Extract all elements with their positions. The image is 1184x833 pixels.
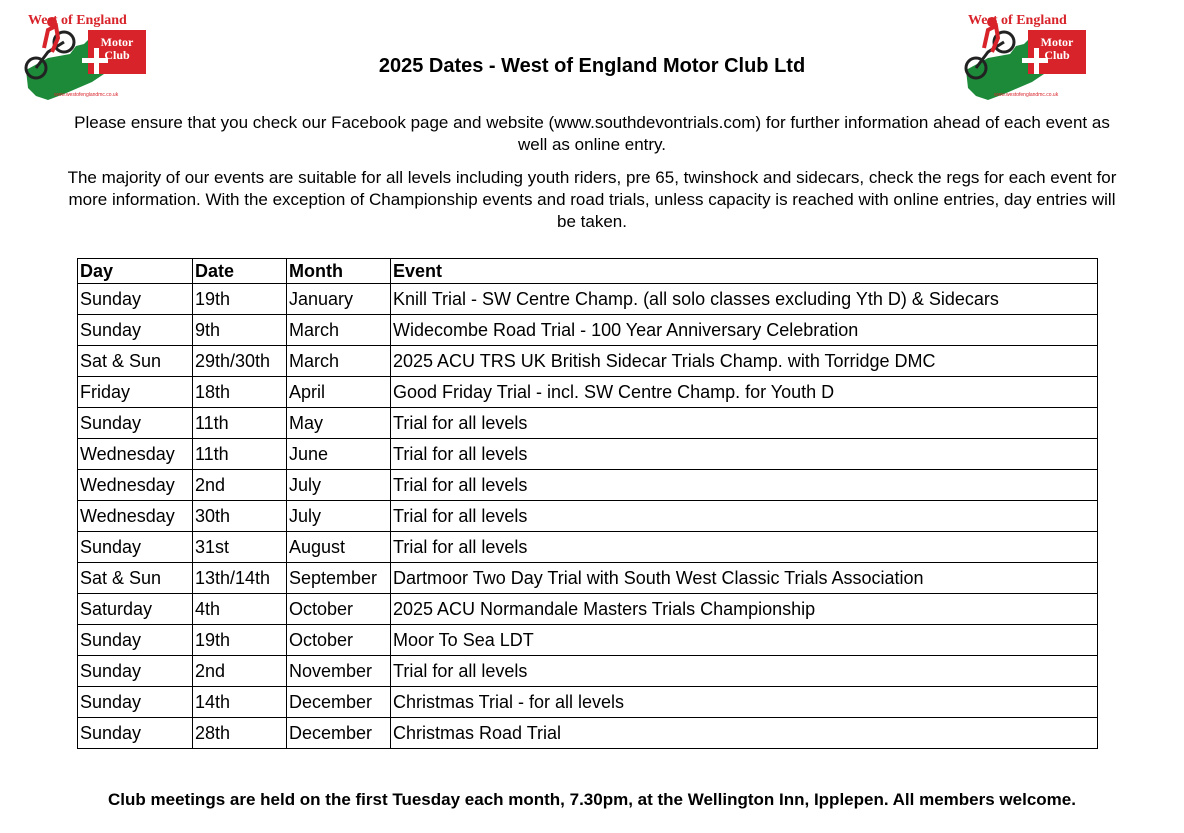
svg-text:www.westofenglandmc.co.uk: www.westofenglandmc.co.uk bbox=[994, 92, 1059, 98]
cell-event: Christmas Trial - for all levels bbox=[391, 687, 1098, 718]
cell-event: 2025 ACU Normandale Masters Trials Championship bbox=[391, 594, 1098, 625]
cell-month: March bbox=[287, 315, 391, 346]
cell-event: Christmas Road Trial bbox=[391, 718, 1098, 749]
cell-day: Sunday bbox=[78, 284, 193, 315]
cell-event: Trial for all levels bbox=[391, 439, 1098, 470]
header-event: Event bbox=[391, 259, 1098, 284]
cell-date: 28th bbox=[193, 718, 287, 749]
cell-date: 31st bbox=[193, 532, 287, 563]
svg-text:West of England: West of England bbox=[28, 13, 127, 28]
events-table bbox=[77, 258, 1098, 749]
table-row bbox=[78, 563, 1098, 594]
cell-event: Moor To Sea LDT bbox=[391, 625, 1098, 656]
cell-day: Sunday bbox=[78, 408, 193, 439]
cell-month: November bbox=[287, 656, 391, 687]
cell-day: Wednesday bbox=[78, 439, 193, 470]
table-header-row bbox=[78, 259, 1098, 284]
table-row bbox=[78, 532, 1098, 563]
table-row bbox=[78, 718, 1098, 749]
cell-day: Sunday bbox=[78, 687, 193, 718]
cell-day: Sunday bbox=[78, 625, 193, 656]
cell-month: June bbox=[287, 439, 391, 470]
cell-month: December bbox=[287, 718, 391, 749]
cell-month: October bbox=[287, 625, 391, 656]
cell-day: Sunday bbox=[78, 532, 193, 563]
table-row bbox=[78, 439, 1098, 470]
table-row bbox=[78, 470, 1098, 501]
svg-text:www.westofenglandmc.co.uk: www.westofenglandmc.co.uk bbox=[54, 92, 119, 98]
header-date: Date bbox=[193, 259, 287, 284]
cell-day: Friday bbox=[78, 377, 193, 408]
table-row bbox=[78, 346, 1098, 377]
cell-date: 14th bbox=[193, 687, 287, 718]
intro-line: Please ensure that you check our Facebook page and website (www.southdevontrials.com) for further information ahead of each event as bbox=[74, 113, 1110, 132]
cell-month: July bbox=[287, 470, 391, 501]
table-row bbox=[78, 315, 1098, 346]
cell-date: 29th/30th bbox=[193, 346, 287, 377]
cell-day: Sunday bbox=[78, 718, 193, 749]
cell-date: 11th bbox=[193, 408, 287, 439]
intro-line: The majority of our events are suitable for all levels including youth riders, pre 65, twinshock and sidecars, check the regs for each event for bbox=[67, 168, 1117, 187]
cell-month: October bbox=[287, 594, 391, 625]
events-table-body bbox=[78, 284, 1098, 749]
cell-day: Wednesday bbox=[78, 501, 193, 532]
cell-event: Trial for all levels bbox=[391, 656, 1098, 687]
cell-date: 4th bbox=[193, 594, 287, 625]
header-day: Day bbox=[78, 259, 193, 284]
table-row bbox=[78, 656, 1098, 687]
svg-text:Club: Club bbox=[104, 48, 130, 62]
cell-date: 9th bbox=[193, 315, 287, 346]
cell-day: Sunday bbox=[78, 315, 193, 346]
cell-event: Dartmoor Two Day Trial with South West Classic Trials Association bbox=[391, 563, 1098, 594]
cell-event: Trial for all levels bbox=[391, 470, 1098, 501]
page-title: 2025 Dates - West of England Motor Club Ltd bbox=[378, 55, 806, 77]
cell-day: Saturday bbox=[78, 594, 193, 625]
cell-date: 30th bbox=[193, 501, 287, 532]
cell-month: January bbox=[287, 284, 391, 315]
cell-date: 18th bbox=[193, 377, 287, 408]
cell-day: Sunday bbox=[78, 656, 193, 687]
table-row bbox=[78, 687, 1098, 718]
svg-text:Motor: Motor bbox=[1040, 35, 1074, 49]
cell-date: 19th bbox=[193, 625, 287, 656]
cell-month: March bbox=[287, 346, 391, 377]
cell-date: 11th bbox=[193, 439, 287, 470]
intro-paragraph-levels bbox=[0, 167, 1184, 233]
cell-day: Sat & Sun bbox=[78, 346, 193, 377]
table-row bbox=[78, 625, 1098, 656]
cell-event: Trial for all levels bbox=[391, 408, 1098, 439]
intro-line: be taken. bbox=[557, 212, 627, 231]
table-row bbox=[78, 501, 1098, 532]
svg-text:Motor: Motor bbox=[100, 35, 134, 49]
cell-day: Wednesday bbox=[78, 470, 193, 501]
svg-text:West of England: West of England bbox=[968, 13, 1067, 28]
cell-date: 13th/14th bbox=[193, 563, 287, 594]
cell-event: Trial for all levels bbox=[391, 532, 1098, 563]
cell-event: 2025 ACU TRS UK British Sidecar Trials Champ. with Torridge DMC bbox=[391, 346, 1098, 377]
cell-month: May bbox=[287, 408, 391, 439]
table-row bbox=[78, 594, 1098, 625]
header-month: Month bbox=[287, 259, 391, 284]
cell-month: December bbox=[287, 687, 391, 718]
cell-event: Knill Trial - SW Centre Champ. (all solo classes excluding Yth D) & Sidecars bbox=[391, 284, 1098, 315]
cell-date: 19th bbox=[193, 284, 287, 315]
table-row bbox=[78, 284, 1098, 315]
cell-day: Sat & Sun bbox=[78, 563, 193, 594]
table-row bbox=[78, 408, 1098, 439]
intro-line: more information. With the exception of Championship events and road trials, unless capacity is reached with online entries, day entries will bbox=[68, 190, 1116, 209]
svg-text:Club: Club bbox=[1044, 48, 1070, 62]
cell-month: April bbox=[287, 377, 391, 408]
cell-event: Widecombe Road Trial - 100 Year Anniversary Celebration bbox=[391, 315, 1098, 346]
cell-event: Trial for all levels bbox=[391, 501, 1098, 532]
intro-line: well as online entry. bbox=[517, 135, 667, 154]
cell-date: 2nd bbox=[193, 656, 287, 687]
table-row bbox=[78, 377, 1098, 408]
club-meetings-note: Club meetings are held on the first Tuesday each month, 7.30pm, at the Wellington Inn, Ipplepen. All members welcome. bbox=[108, 790, 1076, 809]
intro-paragraph-website bbox=[0, 112, 1184, 156]
cell-date: 2nd bbox=[193, 470, 287, 501]
cell-month: August bbox=[287, 532, 391, 563]
cell-month: September bbox=[287, 563, 391, 594]
cell-event: Good Friday Trial - incl. SW Centre Champ. for Youth D bbox=[391, 377, 1098, 408]
cell-month: July bbox=[287, 501, 391, 532]
